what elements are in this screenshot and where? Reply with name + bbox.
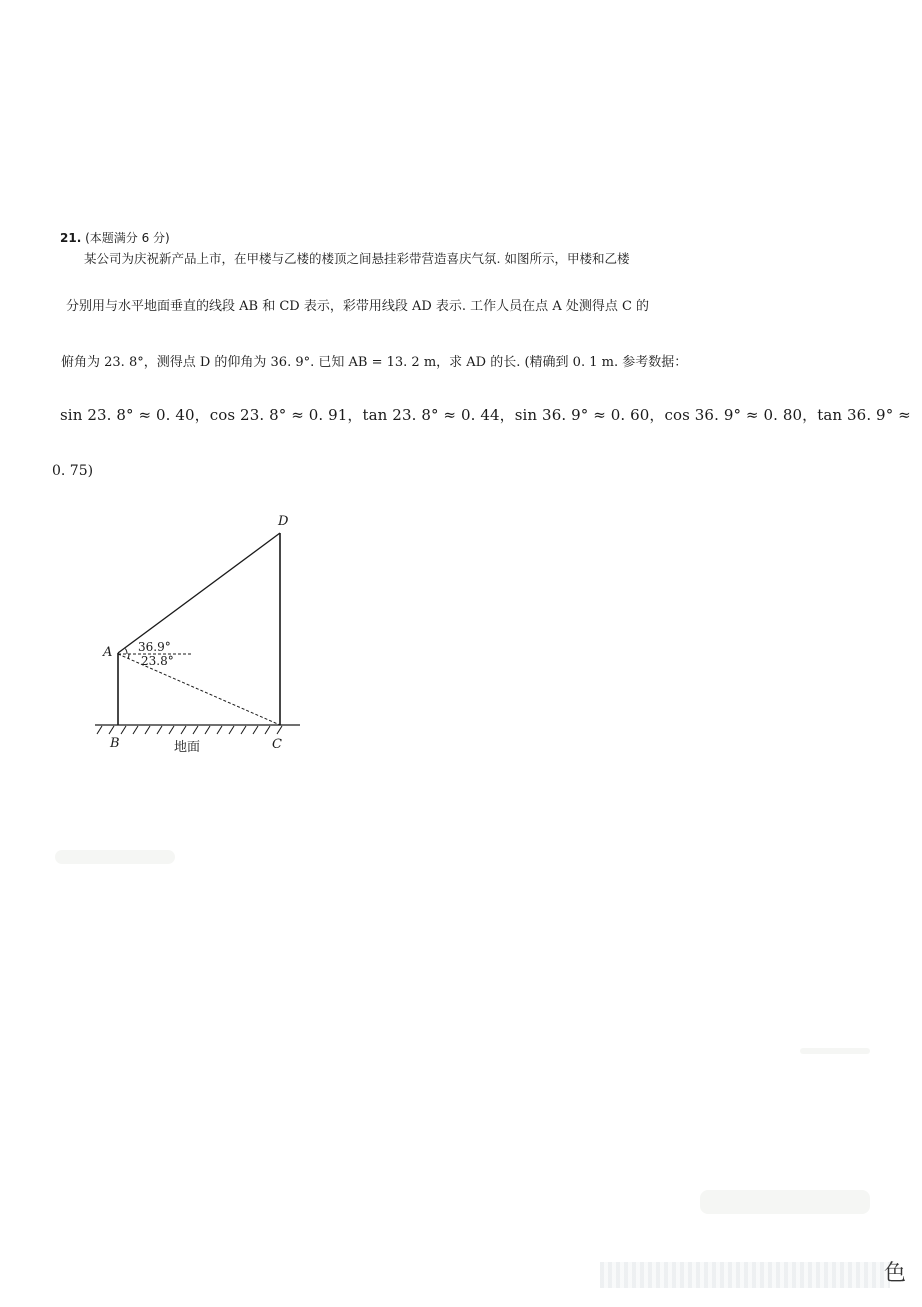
corner-glyph: 色 (884, 1261, 907, 1286)
question-text-line-2: 分别用与水平地面垂直的线段 AB 和 CD 表示，彩带用线段 AD 表示. 工作人员在点 A 处测得点 C 的 (66, 299, 650, 314)
scan-smudge (700, 1190, 870, 1214)
question-text-line-1: 某公司为庆祝新产品上市，在甲楼与乙楼的楼顶之间悬挂彩带营造喜庆气氛. 如图所示，甲楼和乙楼 (84, 251, 630, 266)
question-header (60, 229, 170, 246)
ribbon-ad (118, 533, 280, 653)
label-angle-depression: 23.8° (141, 654, 174, 668)
angle-arc-depression (128, 654, 129, 659)
question-number: 21. (60, 231, 82, 245)
label-point-c: C (272, 737, 282, 752)
label-angle-elevation: 36.9° (138, 640, 171, 654)
ground-hatching (97, 726, 282, 734)
label-point-a: A (103, 645, 113, 660)
label-point-b: B (110, 736, 120, 751)
reference-data-line-end: 0. 75) (52, 463, 94, 479)
label-point-d: D (278, 514, 289, 529)
bottom-scrollbar[interactable] (600, 1262, 890, 1288)
label-ground: 地面 (174, 740, 201, 755)
question-text-line-3: 俯角为 23. 8°，测得点 D 的仰角为 36. 9°. 已知 AB = 13. 2 m，求 AD 的长. (精确到 0. 1 m. 参考数据： (61, 355, 688, 370)
geometry-figure (90, 505, 320, 765)
reference-data-line: sin 23. 8° ≈ 0. 40，cos 23. 8° ≈ 0. 91，tan 23. 8° ≈ 0. 44，sin 36. 9° ≈ 0. 60，cos 36. 9° ≈ 0. 80，tan 36. 9° ≈ (60, 406, 911, 424)
scan-smudge (55, 850, 175, 864)
scan-smudge (800, 1048, 870, 1054)
angle-arc-elevation (125, 649, 127, 654)
question-score-note: (本题满分 6 分) (85, 231, 170, 245)
